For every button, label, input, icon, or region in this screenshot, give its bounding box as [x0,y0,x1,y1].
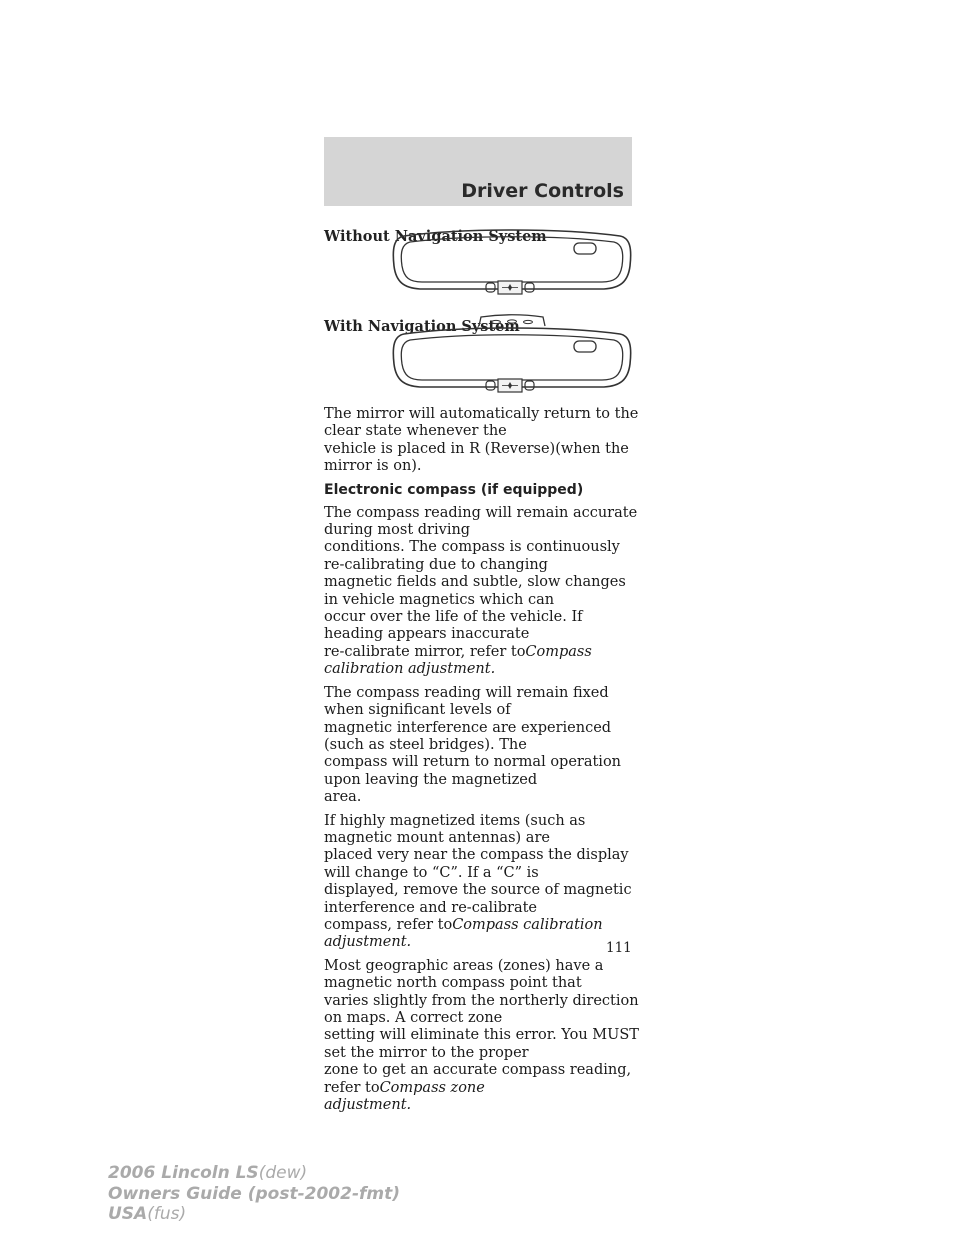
without-nav-label: Without Navigation System [324,228,547,245]
reverse-clear-paragraph: The mirror will automatically return to the clear state whenever the vehicle is placed in R (Reverse)(when the mirror is on). [324,406,639,475]
header-band [324,137,632,206]
section-title: Driver Controls [461,180,624,202]
zone-ref: Compass zone [379,1079,485,1096]
c-display-paragraph: If highly magnetized items (such as magnetic mount antennas) are placed very near the compass the display will change to “C”. If a “C” is displayed, remove the source of magnetic interference and re-calibrate compass, refer toCompass calibration adjustment. [324,812,632,951]
mirror-with-nav-illustration [392,312,632,396]
magnetic-interference-paragraph: The compass reading will remain fixed when significant levels of magnetic interference are experienced (such as steel bridges). The compass will return to normal operation upon leaving the magnetized area. [324,684,622,806]
compass-accuracy-paragraph: The compass reading will remain accurate during most driving conditions. The compass is continuously re-calibrating due to changing magnetic fields and subtle, slow changes in vehicle magnetics which can occur over the life of the vehicle. If heading appears inaccurate re-calibrate mirror, refer toCompass calibration adjustment. [324,504,638,678]
calibration-ref-2: Compass calibration adjustment. [324,916,603,951]
with-nav-label: With Navigation System [324,318,520,335]
mirror-without-nav-illustration [392,226,632,298]
calibration-ref-1: Compass calibration adjustment. [324,643,592,678]
page-number: 111 [606,940,632,956]
document-footer: 2006 Lincoln LS(dew) Owners Guide (post-2002-fmt) USA(fus) [108,1163,401,1224]
body-content [324,406,644,1120]
compass-heading: Electronic compass (if equipped) [324,481,584,498]
zones-paragraph: Most geographic areas (zones) have a magnetic north compass point that varies slightly from the northerly direction on maps. A correct zone setting will eliminate this error. You MUST set the mirror to the proper zone to get an accurate compass reading, refer toCompass zone adjustment. [324,957,639,1114]
